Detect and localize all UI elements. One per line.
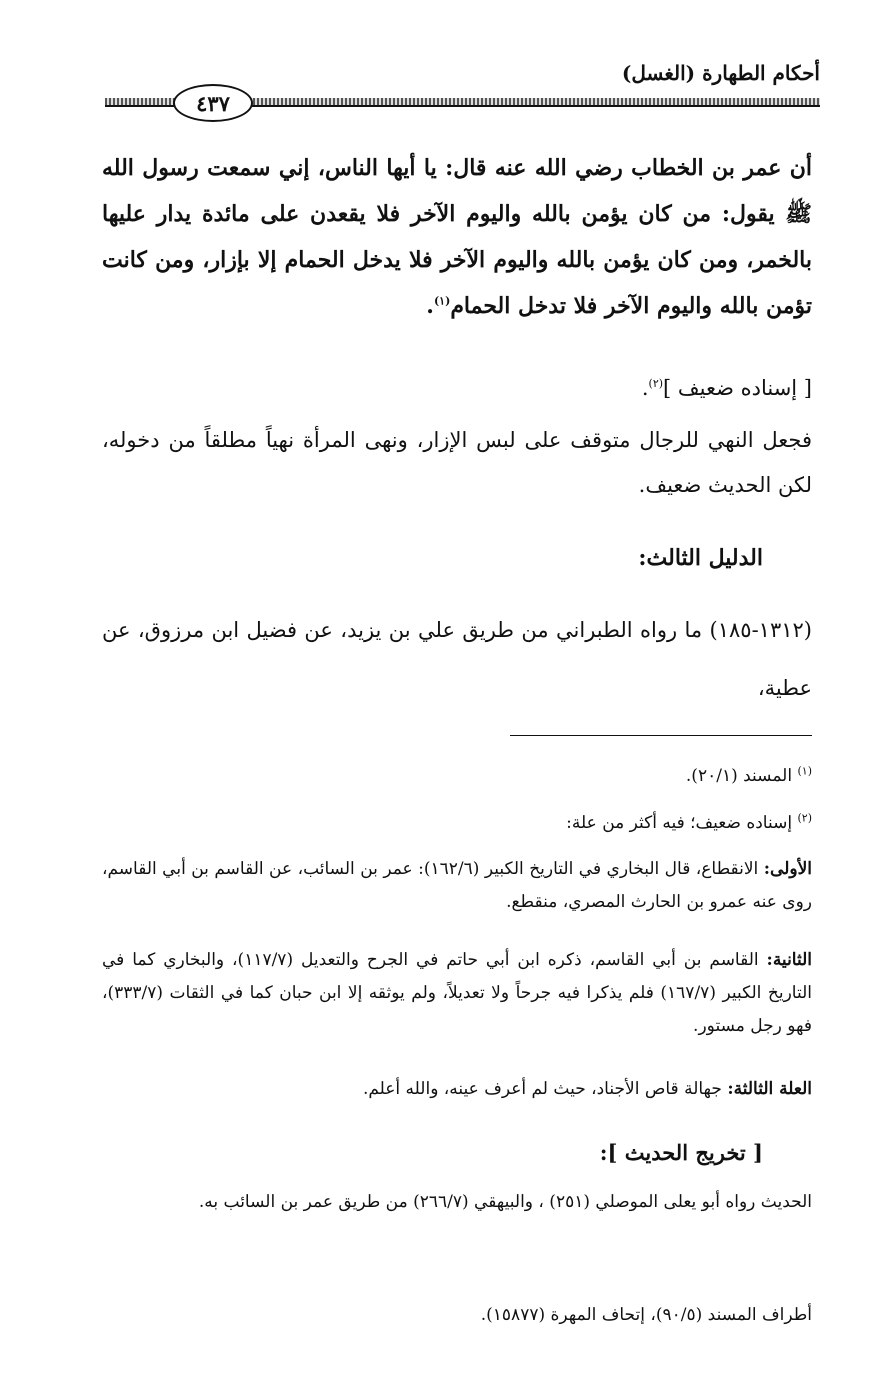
point-text: جهالة قاص الأجناد، حيث لم أعرف عينه، والله أعلم.: [362, 1079, 722, 1099]
footnote-point-third: [102, 1073, 812, 1106]
point-label: العلة الثالثة:: [727, 1079, 812, 1099]
footnote-point-second: [102, 944, 812, 1043]
grading-line: [102, 369, 812, 407]
footnote-2: [102, 807, 812, 840]
footnote-marker: (١): [797, 764, 812, 778]
page-number: ٤٣٧: [173, 84, 253, 122]
atraf-reference: أطراف المسند (٩٠/٥)، إتحاف المهرة (١٥٨٧٧).: [480, 1305, 812, 1325]
narration-paragraph: (١٣١٢-١٨٥) ما رواه الطبراني من طريق علي بن يزيد، عن فضيل ابن مرزوق، عن عطية،: [102, 618, 812, 700]
footnote-point-first: [102, 853, 812, 919]
point-label: الأولى:: [763, 859, 813, 879]
footnote-separator: [510, 735, 812, 736]
section-heading: الدليل الثالث:: [638, 545, 763, 571]
point-label: الثانية:: [766, 950, 813, 970]
footnote-1: [102, 760, 812, 793]
grading-end: .: [641, 376, 649, 400]
grading-footnote-marker: (٢): [648, 377, 664, 390]
running-title: أحكام الطهارة (الغسل): [621, 61, 820, 85]
point-text: القاسم بن أبي القاسم، ذكره ابن أبي حاتم في الجرح والتعديل (١١٧/٧)، والبخاري كما في التاريخ الكبير (١٦٧/٧) فلم يذكرا فيه جرحاً ولا تعديلاً، ولم يوثقه إلا ابن حبان كما في الثقات (٣٣٣/٧)، فهو رجل مستور.: [102, 950, 812, 1036]
footnote-text: إسناده ضعيف؛ فيه أكثر من علة:: [566, 813, 793, 833]
grading-text: [ إسناده ضعيف ]: [663, 376, 812, 400]
point-text: الانقطاع، قال البخاري في التاريخ الكبير (١٦٢/٦): عمر بن السائب، عن القاسم بن أبي القاسم، روى عنه عمرو بن الحارث المصري، منقطع.: [102, 859, 812, 912]
hadith-footnote-marker: (١): [433, 294, 451, 308]
comment-paragraph: فجعل النهي للرجال متوقف على لبس الإزار، ونهى المرأة نهياً مطلقاً من دخوله، لكن الحديث ضعيف.: [102, 428, 812, 497]
takhrij-text: الحديث رواه أبو يعلى الموصلي (٢٥١) ، والبيهقي (٢٦٦/٧) من طريق عمر بن السائب به.: [198, 1192, 812, 1212]
hadith-end: .: [426, 293, 434, 319]
page-header: [105, 55, 820, 120]
footnote-text: المسند (٢٠/١).: [685, 766, 793, 786]
takhrij-heading: [ تخريج الحديث ]:: [599, 1140, 763, 1165]
hadith-body: أن عمر بن الخطاب رضي الله عنه قال: يا أيها الناس، إني سمعت رسول الله ﷺ يقول: من كان يؤمن بالله واليوم الآخر فلا يقعدن على مائدة يدار عليها بالخمر، ومن كان يؤمن بالله واليوم الآخر فلا يدخل الحمام إلا بإزار، ومن كانت تؤمن بالله واليوم الآخر فلا تدخل الحمام: [102, 155, 812, 319]
footnote-marker: (٢): [797, 811, 812, 825]
hadith-text: [102, 145, 812, 329]
